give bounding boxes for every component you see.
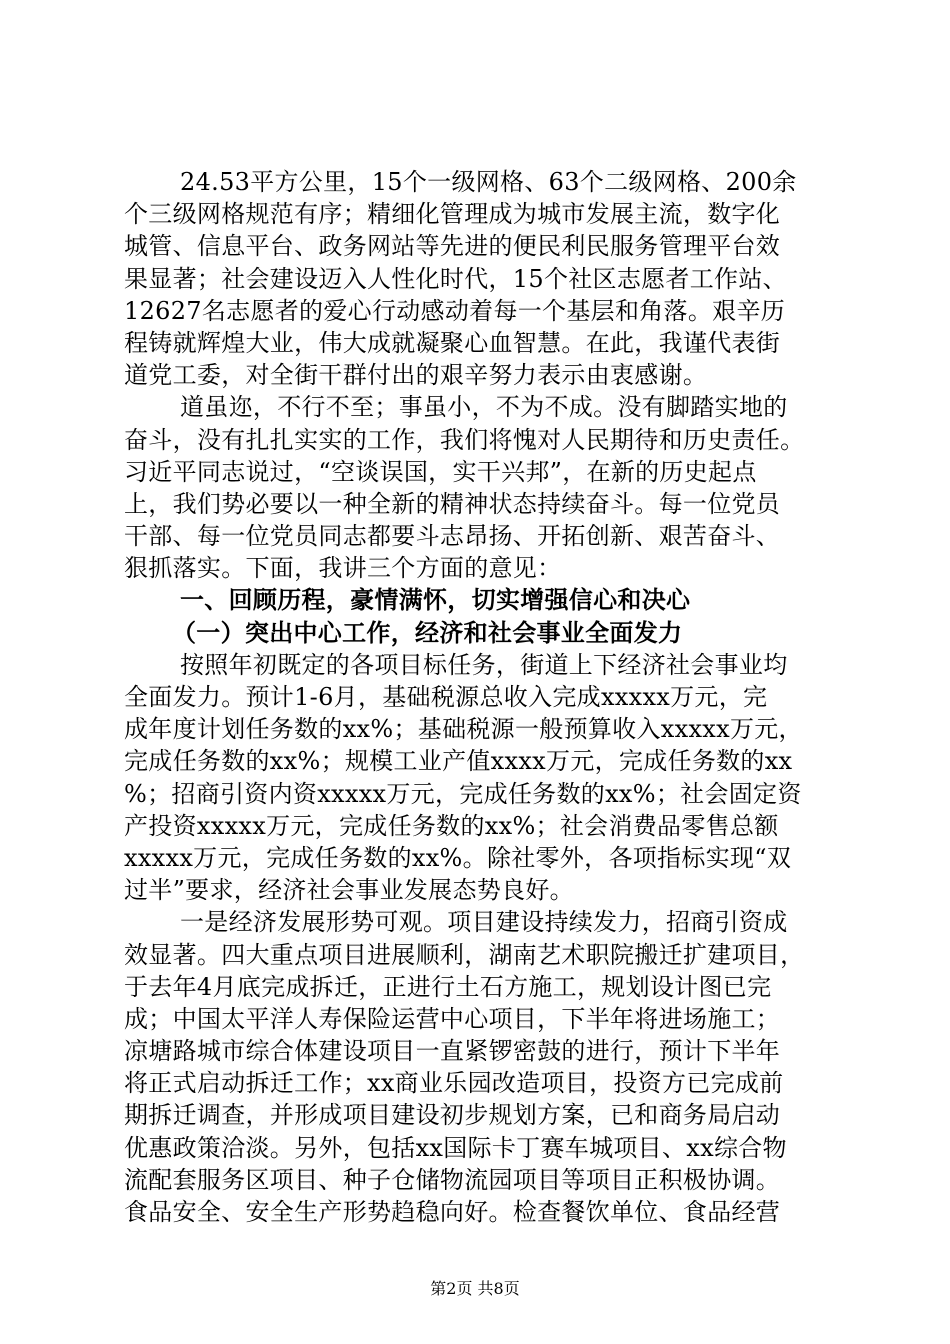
text-line: 成；中国太平洋人寿保险运营中心项目，下半年将进场施工； xyxy=(124,1004,781,1033)
paragraph-group-intro xyxy=(124,166,834,584)
text-line: 过半”要求，经济社会事业发展态势良好。 xyxy=(124,876,574,905)
text-line: 24.53平方公里，15个一级网格、63个二级网格、200余 xyxy=(180,168,797,196)
text-line: 于去年4月底完成拆迁，正进行土石方施工，规划设计图已完 xyxy=(124,972,772,1001)
heading-level-1: 一、回顾历程，豪情满怀，切实增强信心和决心 xyxy=(180,586,691,615)
text-line: 优惠政策洽淡。另外，包括xx国际卡丁赛车城项目、xx综合物 xyxy=(124,1133,787,1162)
text-line: 将正式启动拆迁工作；xx商业乐园改造项目，投资方已完成前 xyxy=(124,1069,784,1098)
text-line: 狠抓落实。下面，我讲三个方面的意见： xyxy=(124,554,562,583)
paragraph-group-body xyxy=(124,649,834,1228)
text-line: 习近平同志说过，“空谈误国，实干兴邦”，在新的历史起点 xyxy=(124,457,757,486)
text-line: 城管、信息平台、政务网站等先进的便民利民服务管理平台效 xyxy=(124,232,781,261)
text-line: 按照年初既定的各项目标任务，街道上下经济社会事业均 xyxy=(180,650,788,679)
text-line: 道党工委，对全街干群付出的艰辛努力表示由衷感谢。 xyxy=(124,361,708,390)
text-line: 干部、每一位党员同志都要斗志昂扬、开拓创新、艰苦奋斗、 xyxy=(124,522,781,551)
para-intro-achievements xyxy=(124,166,834,391)
para-struggle xyxy=(124,391,834,584)
para-targets xyxy=(124,649,834,907)
text-line: 程铸就辉煌大业，伟大成就凝聚心血智慧。在此，我谨代表街 xyxy=(124,328,781,357)
text-line: 果显著；社会建设迈入人性化时代，15个社区志愿者工作站、 xyxy=(124,264,787,293)
text-line: xxxxx万元，完成任务数的xx%。除社零外，各项指标实现“双 xyxy=(124,843,792,872)
text-line: %；招商引资内资xxxxx万元，完成任务数的xx%；社会固定资 xyxy=(124,779,802,808)
text-line: 个三级网格规范有序；精细化管理成为城市发展主流，数字化 xyxy=(124,200,781,229)
text-line: 一是经济发展形势可观。项目建设持续发力，招商引资成 xyxy=(180,908,788,937)
text-line: 道虽迩，不行不至；事虽小，不为不成。没有脚踏实地的 xyxy=(180,393,788,422)
text-line: 完成任务数的xx%；规模工业产值xxxx万元，完成任务数的xx xyxy=(124,747,793,776)
text-line: 全面发力。预计1-6月，基础税源总收入完成xxxxx万元，完 xyxy=(124,683,768,711)
text-line: 食品安全、安全生产形势趋稳向好。检查餐饮单位、食品经营 xyxy=(124,1198,781,1226)
text-line: 上，我们势必要以一种全新的精神状态持续奋斗。每一位党员 xyxy=(124,489,781,518)
text-line: 凉塘路城市综合体建设项目一直紧锣密鼓的进行，预计下半年 xyxy=(124,1037,781,1066)
document-body xyxy=(124,166,834,1228)
text-line: 成年度计划任务数的xx%；基础税源一般预算收入xxxxx万元， xyxy=(124,715,803,744)
text-line: 产投资xxxxx万元，完成任务数的xx%；社会消费品零售总额 xyxy=(124,811,779,840)
heading-level-2: （一）突出中心工作，经济和社会事业全面发力 xyxy=(172,618,683,647)
text-line: 流配套服务区项目、种子仓储物流园项目等项目正积极协调。 xyxy=(124,1165,781,1194)
page-footer: 第2页 共8页 xyxy=(430,1279,520,1298)
text-line: 期拆迁调查，并形成项目建设初步规划方案，已和商务局启动 xyxy=(124,1101,781,1130)
text-line: 12627名志愿者的爱心行动感动着每一个基层和角落。艰辛历 xyxy=(124,296,786,325)
text-line: 效显著。四大重点项目进展顺利，湖南艺术职院搬迁扩建项目， xyxy=(124,940,805,969)
para-economy xyxy=(124,906,834,1228)
text-line: 奋斗，没有扎扎实实的工作，我们将愧对人民期待和历史责任。 xyxy=(124,425,805,454)
